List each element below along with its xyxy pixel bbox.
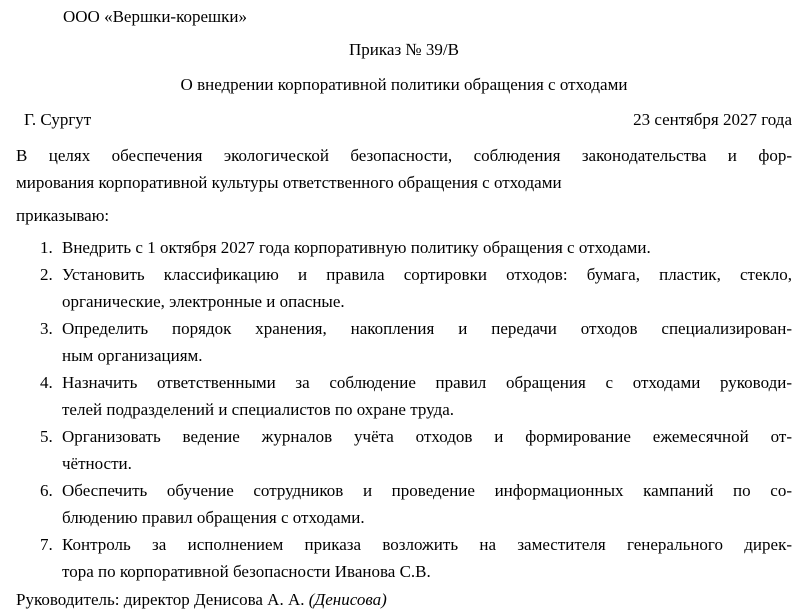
item-line: Назначить ответственными за соблюдение правил обращения с отходами руководи- [62, 373, 792, 392]
city: Г. Сургут [24, 110, 92, 129]
item-number: 1. [40, 238, 53, 257]
item-line: Организовать ведение журналов учёта отходов и формирование ежемесячной от- [62, 427, 792, 446]
item-line: органические, электронные и опасные. [62, 292, 345, 311]
signature-name-italic: (Денисова) [308, 590, 387, 609]
order-word: приказываю: [16, 206, 110, 225]
item-line: Определить порядок хранения, накопления и передачи отходов специализирован- [62, 319, 792, 338]
order-item [16, 234, 792, 261]
item-number: 3. [40, 319, 53, 338]
item-number: 4. [40, 373, 53, 392]
item-number: 7. [40, 535, 53, 554]
preamble-line: В целях обеспечения экологической безопасности, соблюдения законодательства и фор- [16, 146, 792, 165]
item-line: Установить классификацию и правила сортировки отходов: бумага, пластик, стекло, [62, 265, 792, 284]
item-number: 6. [40, 481, 53, 500]
order-item [16, 423, 792, 477]
meta-row [16, 109, 792, 130]
item-line: Контроль за исполнением приказа возложить на заместителя генерального дирек- [62, 535, 792, 554]
order-item [16, 369, 792, 423]
order-item [16, 261, 792, 315]
signature-line [16, 589, 792, 610]
item-line: Внедрить с 1 октября 2027 года корпоративную политику обращения с отходами. [62, 238, 651, 257]
item-line: Обеспечить обучение сотрудников и проведение информационных кампаний по со- [62, 481, 792, 500]
signature-text: Руководитель: директор Денисова А. А. [16, 590, 309, 609]
item-line: телей подразделений и специалистов по охране труда. [62, 400, 455, 419]
preamble-line: мирования корпоративной культуры ответственного обращения с отходами [16, 173, 562, 192]
order-item [16, 315, 792, 369]
order-subject: О внедрении корпоративной политики обращения с отходами [180, 75, 628, 94]
item-line: чётности. [62, 454, 132, 473]
item-number: 2. [40, 265, 53, 284]
item-number: 5. [40, 427, 53, 446]
item-line: ным организациям. [62, 346, 203, 365]
order-item [16, 477, 792, 531]
item-line: блюдению правил обращения с отходами. [62, 508, 365, 527]
item-line: тора по корпоративной безопасности Иванова С.В. [62, 562, 431, 581]
order-item [16, 531, 792, 585]
order-items [16, 234, 792, 585]
preamble [16, 142, 792, 196]
date: 23 сентября 2027 года [633, 110, 792, 129]
order-title: Приказ № 39/В [349, 40, 459, 59]
company-name: ООО «Вершки-корешки» [63, 7, 247, 26]
